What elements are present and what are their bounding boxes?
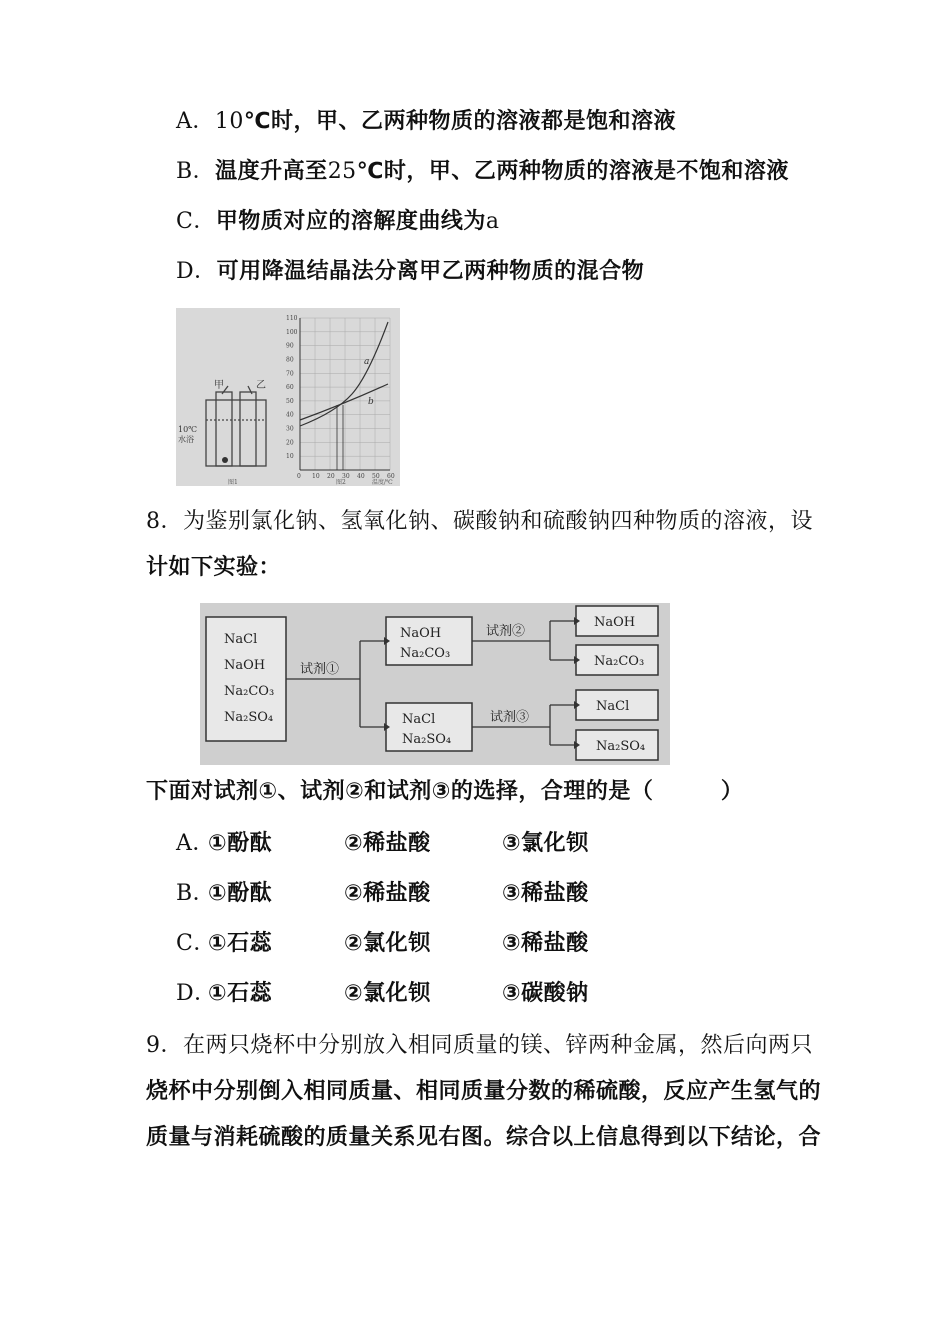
- end-item: Na₂CO₃: [594, 654, 645, 669]
- end-item: Na₂SO₄: [596, 739, 646, 754]
- y-tick-label: 40: [286, 411, 294, 419]
- reagent3-label: 试剂③: [490, 710, 530, 725]
- beaker-yi: [240, 392, 256, 466]
- q8-option-b: B． ①酚酞 ②稀盐酸 ③稀盐酸: [176, 881, 589, 906]
- y-tick-label: 20: [286, 439, 294, 447]
- y-tick-label: 70: [286, 370, 294, 378]
- mid-top-item: Na₂CO₃: [400, 646, 451, 661]
- y-tick-label: 110: [286, 315, 298, 322]
- reagent1-label: 试剂①: [300, 662, 340, 677]
- q7-option-a: A．10℃时，甲、乙两种物质的溶液都是饱和溶液: [176, 109, 677, 134]
- y-tick-label: 10: [286, 453, 294, 461]
- q7-option-b: B．温度升高至25℃时，甲、乙两种物质的溶液是不饱和溶液: [176, 159, 789, 184]
- y-tick-label: 80: [286, 356, 294, 364]
- q8-option-d: D． ①石蕊 ②氯化钡 ③碳酸钠: [176, 981, 589, 1006]
- x-tick-label: 0: [297, 473, 301, 480]
- water-bath: [206, 400, 266, 466]
- fig1-label: 图1: [228, 479, 238, 486]
- q8-question: 下面对试剂①、试剂②和试剂③的选择，合理的是（ ）: [146, 779, 744, 804]
- q8-stem-line2: 计如下实验：: [146, 555, 282, 580]
- mid-bottom-item: NaCl: [402, 712, 436, 727]
- beaker-jia-label: 甲: [214, 380, 224, 391]
- solubility-graph: [286, 315, 395, 480]
- mid-bottom-item: Na₂SO₄: [402, 732, 452, 747]
- q7-figure-svg: [176, 308, 400, 486]
- mid-top-item: NaOH: [400, 626, 442, 641]
- x-tick-label: 30: [342, 473, 350, 480]
- q7-figure: [176, 308, 400, 486]
- q8-stem-line1: 8．为鉴别氯化钠、氢氧化钠、碳酸钠和硫酸钠四种物质的溶液，设: [146, 509, 813, 534]
- q7-option-c: C．甲物质对应的溶解度曲线为a: [176, 209, 500, 234]
- x-axis-label: 温度/℃: [372, 479, 393, 486]
- start-item: NaCl: [224, 632, 258, 647]
- y-tick-label: 100: [286, 328, 298, 336]
- q9-line1: 9．在两只烧杯中分别放入相同质量的镁、锌两种金属，然后向两只: [146, 1033, 813, 1058]
- x-tick-label: 10: [312, 473, 320, 480]
- fig2-label: 图2: [336, 479, 346, 486]
- start-item: NaOH: [224, 658, 266, 673]
- x-tick-label: 40: [357, 473, 365, 480]
- q9-line3: 质量与消耗硫酸的质量关系见右图。综合以上信息得到以下结论，合: [146, 1125, 822, 1150]
- q8-flow-diagram: [200, 603, 670, 765]
- y-tick-label: 50: [286, 397, 294, 405]
- beaker-jia: [216, 392, 232, 466]
- reagent2-label: 试剂②: [486, 624, 526, 639]
- q8-option-a: A． ①酚酞 ②稀盐酸 ③氯化钡: [176, 831, 589, 856]
- y-tick-label: 60: [286, 384, 294, 392]
- q8-flow-svg: [200, 603, 670, 765]
- bath-label: 水浴: [178, 435, 194, 444]
- precipitate: [222, 457, 228, 463]
- q7-option-d: D．可用降温结晶法分离甲乙两种物质的混合物: [176, 259, 645, 284]
- curve-a-label: a: [364, 357, 370, 367]
- curve-b-label: b: [368, 397, 374, 407]
- beaker-apparatus: [206, 386, 266, 466]
- x-tick-label: 20: [327, 473, 335, 480]
- bath-temp-label: 10℃: [178, 425, 198, 434]
- x-tick-label: 60: [387, 473, 395, 480]
- start-item: Na₂CO₃: [224, 684, 275, 699]
- start-item: Na₂SO₄: [224, 710, 274, 725]
- y-tick-label: 30: [286, 425, 294, 433]
- beaker-yi-label: 乙: [256, 380, 266, 391]
- q8-option-c: C． ①石蕊 ②氯化钡 ③稀盐酸: [176, 931, 589, 956]
- end-item: NaOH: [594, 615, 636, 630]
- y-tick-label: 90: [286, 342, 294, 350]
- x-tick-label: 50: [372, 473, 380, 480]
- end-item: NaCl: [596, 699, 630, 714]
- q9-line2: 烧杯中分别倒入相同质量、相同质量分数的稀硫酸，反应产生氢气的: [146, 1079, 822, 1104]
